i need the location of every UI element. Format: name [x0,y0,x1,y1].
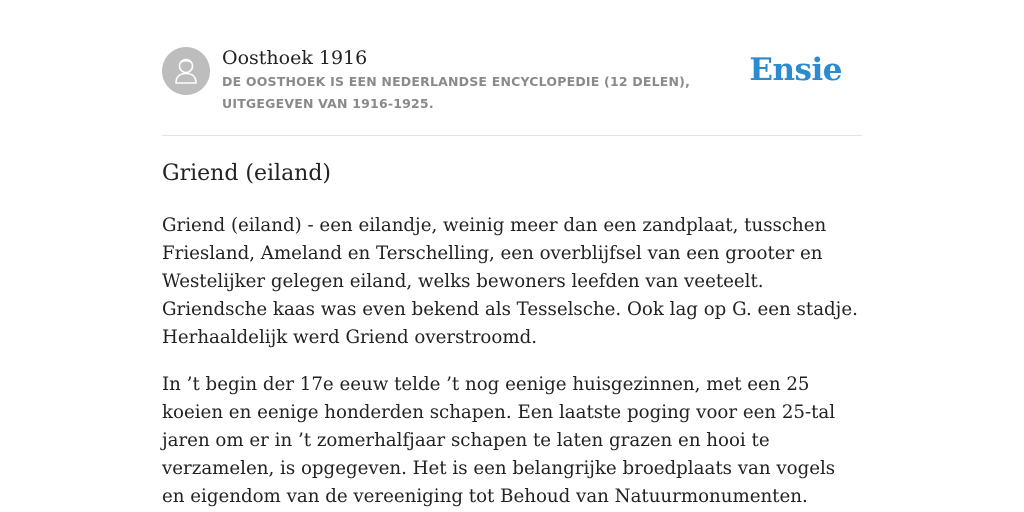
header-divider [162,135,862,136]
article-paragraph: Griend (eiland) - een eilandje, weinig meer dan een zandplaat, tusschen Friesland, Ameland en Terschelling, een overblijfsel van een grooter en Westelijker gelegen eiland, welks bewoners leefden van veeteelt. Griendsche kaas was even bekend als Tesselsche. Ook lag op G. een stadje. Herhaaldelijk werd Griend overstroomd. [162,215,858,348]
ensie-logo[interactable]: Ensie [749,52,842,88]
user-icon [162,47,210,95]
author-name[interactable]: Oosthoek 1916 [222,47,368,69]
avatar[interactable] [162,47,210,95]
article-title: Griend (eiland) [162,161,332,186]
source-header [162,46,862,136]
article-paragraph: In ’t begin der 17e eeuw telde ’t nog eenige huisgezinnen, met een 25 koeien en eenige honderden schapen. Een laatste poging voor een 25-tal jaren om er in ’t zomerhalfjaar schapen te laten grazen en hooi te verzamelen, is opgegeven. Het is een belangrijke broedplaats van vogels en eigendom van de vereeniging tot Behoud van Natuurmonumenten. [162,374,836,507]
author-description: DE OOSTHOEK IS EEN NEDERLANDSE ENCYCLOPEDIE (12 DELEN), UITGEGEVEN VAN 1916-1925. [222,74,691,111]
article-body [162,212,862,512]
